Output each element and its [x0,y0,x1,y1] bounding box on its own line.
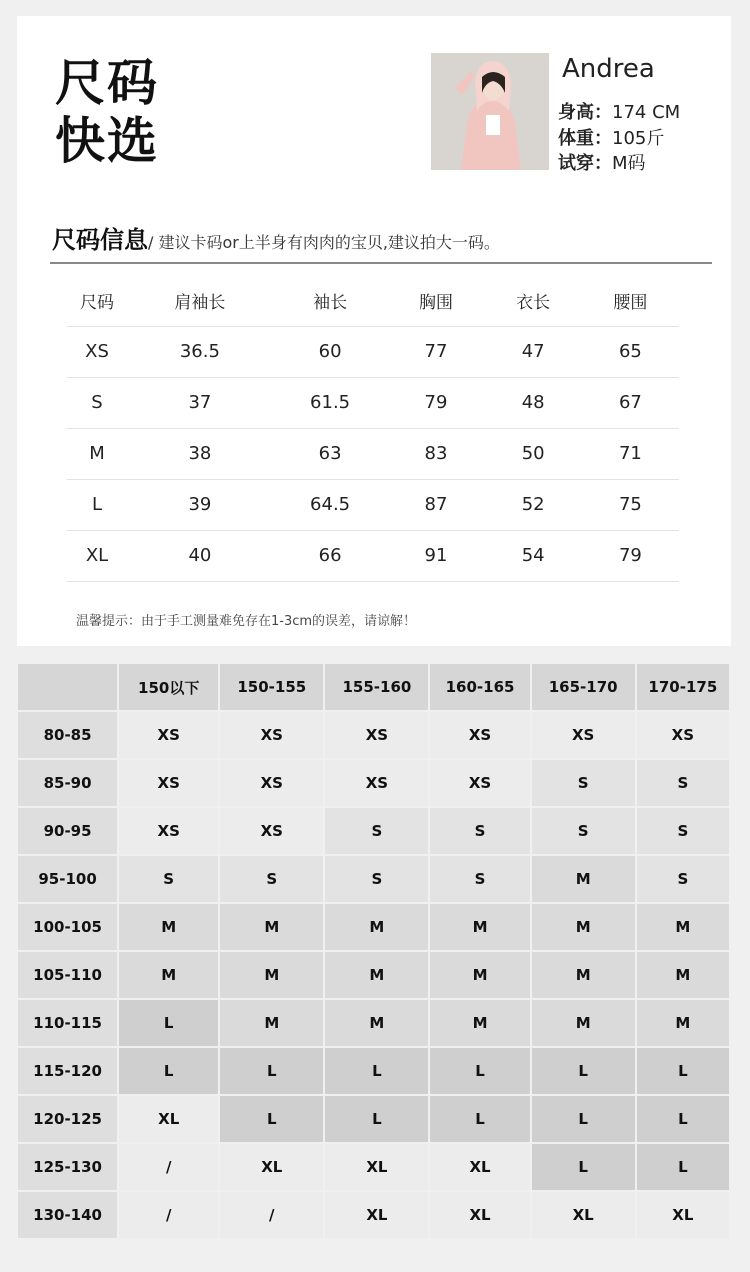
table-cell: 38 [127,428,273,479]
weight-label: 105-110 [18,952,117,998]
size-info-heading [52,220,500,255]
measurement-tip: 温馨提示：由于手工测量难免存在1-3cm的误差，请谅解！ [76,614,417,629]
size-cell: XS [119,760,218,806]
table-cell: 60 [273,326,388,377]
size-cell: M [637,952,729,998]
page-title-line2: 快选 [55,112,159,170]
size-cell: M [220,1000,323,1046]
size-cell: S [532,808,635,854]
weight-label: 95-100 [18,856,117,902]
size-cell: XL [325,1192,428,1238]
col-chest: 胸围 [418,293,453,314]
model-try-label: 试穿： [558,153,612,174]
recommend-header-row [18,664,729,710]
weight-label: 130-140 [18,1192,117,1238]
col-waist: 腰围 [613,293,648,314]
table-row [18,1144,729,1190]
table-cell: 54 [485,530,582,581]
col-size: 尺码 [80,293,114,314]
size-cell: XL [430,1144,529,1190]
size-info-title: 尺码信息 [52,226,148,254]
page-title-line1: 尺码 [55,54,159,112]
size-cell: XL [430,1192,529,1238]
size-cell: S [637,808,729,854]
table-cell: 39 [127,479,273,530]
size-cell: L [325,1096,428,1142]
size-cell: S [532,760,635,806]
size-cell: L [220,1048,323,1094]
size-cell: L [637,1144,729,1190]
size-cell: XS [430,760,529,806]
model-height-label: 身高： [558,102,612,123]
table-cell: 67 [582,377,679,428]
table-cell: S [67,377,127,428]
table-row [67,377,679,428]
table-row [67,428,679,479]
size-cell: S [430,856,529,902]
size-cell: XS [325,712,428,758]
size-cell: XS [220,760,323,806]
table-cell: 87 [387,479,484,530]
table-row [18,1048,729,1094]
size-cell: M [325,904,428,950]
size-cell: M [532,1000,635,1046]
size-cell: XL [325,1144,428,1190]
size-cell: XS [325,760,428,806]
size-cell: XL [220,1144,323,1190]
size-cell: XL [532,1192,635,1238]
weight-label: 120-125 [18,1096,117,1142]
size-cell: M [430,952,529,998]
table-row [18,856,729,902]
size-cell: L [532,1048,635,1094]
table-row [18,952,729,998]
size-cell: XL [637,1192,729,1238]
height-header: 165-170 [532,664,635,710]
table-cell: 79 [387,377,484,428]
recommend-table [16,662,731,1240]
size-cell: M [325,1000,428,1046]
table-cell: 47 [485,326,582,377]
table-row [18,712,729,758]
size-cell: M [430,904,529,950]
size-info-note: / 建议卡码or上半身有肉肉的宝贝,建议拍大一码。 [148,233,500,252]
size-cell: M [532,856,635,902]
table-cell: 52 [485,479,582,530]
col-shoulder-sleeve: 肩袖长 [174,293,226,314]
size-cell: L [637,1096,729,1142]
table-row [18,904,729,950]
model-name: Andrea [562,54,655,84]
size-cell: M [220,904,323,950]
size-cell: XS [220,712,323,758]
table-row [18,1000,729,1046]
size-cell: M [119,904,218,950]
size-cell: XL [119,1096,218,1142]
col-length: 衣长 [516,293,551,314]
table-cell: 64.5 [273,479,388,530]
table-cell: 48 [485,377,582,428]
table-row [18,1192,729,1238]
size-cell: M [430,1000,529,1046]
corner-cell [18,664,117,710]
table-cell: 83 [387,428,484,479]
size-cell: L [532,1144,635,1190]
size-cell: M [325,952,428,998]
model-weight-label: 体重： [558,128,612,149]
size-cell: L [220,1096,323,1142]
table-cell: 40 [127,530,273,581]
size-cell: L [532,1096,635,1142]
table-row [18,1096,729,1142]
table-cell: 65 [582,326,679,377]
height-header: 150以下 [119,664,218,710]
size-cell: M [532,952,635,998]
weight-label: 100-105 [18,904,117,950]
table-row [18,808,729,854]
size-card [17,16,731,646]
table-cell: 63 [273,428,388,479]
table-cell: 91 [387,530,484,581]
size-cell: / [119,1144,218,1190]
size-cell: XS [532,712,635,758]
weight-label: 125-130 [18,1144,117,1190]
model-photo [431,53,549,170]
size-cell: L [119,1048,218,1094]
table-cell: 50 [485,428,582,479]
size-cell: M [119,952,218,998]
model-height [558,98,680,124]
height-header: 170-175 [637,664,729,710]
weight-label: 80-85 [18,712,117,758]
size-cell: M [532,904,635,950]
page-title [55,54,159,170]
table-cell: 77 [387,326,484,377]
table-row [67,326,679,377]
table-cell: M [67,428,127,479]
table-cell: 75 [582,479,679,530]
size-cell: S [325,808,428,854]
size-cell: L [637,1048,729,1094]
model-try-value: M码 [612,153,646,174]
weight-label: 85-90 [18,760,117,806]
size-cell: L [430,1096,529,1142]
size-cell: / [220,1192,323,1238]
model-height-value: 174 CM [612,102,681,123]
weight-label: 115-120 [18,1048,117,1094]
size-cell: L [430,1048,529,1094]
model-weight [558,124,664,150]
size-cell: L [119,1000,218,1046]
size-cell: M [637,904,729,950]
model-try [558,149,646,175]
size-cell: XS [220,808,323,854]
size-cell: M [637,1000,729,1046]
table-cell: L [67,479,127,530]
size-table-header [67,276,679,326]
size-cell: S [430,808,529,854]
size-cell: S [637,760,729,806]
size-cell: XS [119,712,218,758]
table-cell: 61.5 [273,377,388,428]
size-cell: / [119,1192,218,1238]
table-cell: 36.5 [127,326,273,377]
table-row [18,760,729,806]
size-cell: XS [430,712,529,758]
size-cell: L [325,1048,428,1094]
height-header: 160-165 [430,664,529,710]
weight-label: 90-95 [18,808,117,854]
table-cell: XL [67,530,127,581]
table-cell: 79 [582,530,679,581]
size-table [67,276,679,582]
table-row [67,530,679,581]
table-cell: 71 [582,428,679,479]
size-cell: M [220,952,323,998]
size-cell: XS [119,808,218,854]
model-weight-value: 105斤 [612,128,665,149]
size-cell: XS [637,712,729,758]
size-cell: S [325,856,428,902]
size-cell: S [637,856,729,902]
table-row [67,479,679,530]
col-sleeve: 袖长 [313,293,348,314]
table-cell: XS [67,326,127,377]
size-cell: S [220,856,323,902]
height-header: 150-155 [220,664,323,710]
divider [50,262,712,264]
weight-label: 110-115 [18,1000,117,1046]
table-cell: 37 [127,377,273,428]
height-header: 155-160 [325,664,428,710]
size-cell: S [119,856,218,902]
table-cell: 66 [273,530,388,581]
